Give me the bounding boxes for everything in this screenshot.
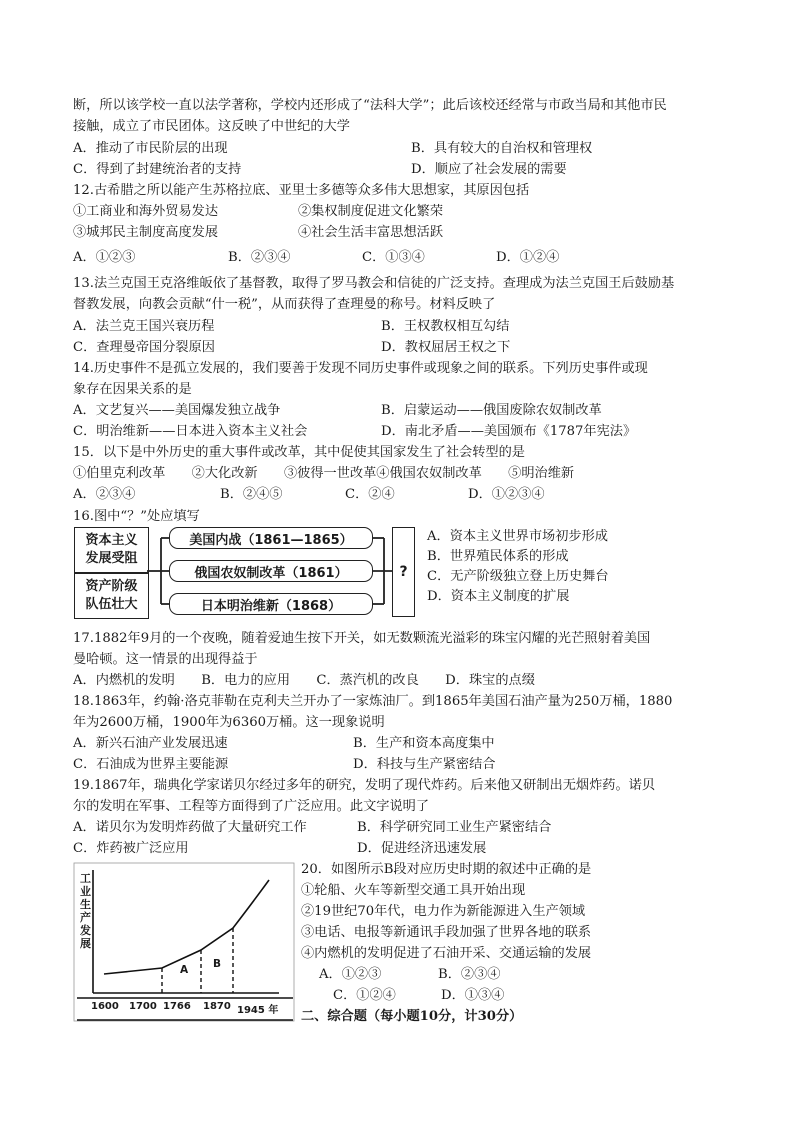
option-c: C．②④ xyxy=(345,487,395,502)
option-c: C．查理曼帝国分裂原因 xyxy=(73,340,215,355)
x-tick-label: 1870 xyxy=(203,1001,231,1012)
diagram-left-bottom-label: 资产阶级队伍壮大 xyxy=(85,579,138,612)
option-d: D．①②③④ xyxy=(468,487,545,502)
q12-item-4: ④社会生活丰富思想活跃 xyxy=(298,225,444,240)
option-a: A．新兴石油产业发展迅速 xyxy=(73,736,228,751)
option-c: C．明治维新——日本进入资本主义社会 xyxy=(73,424,308,439)
option-d: D．科技与生产紧密结合 xyxy=(353,757,496,772)
option-d: D．南北矛盾——美国颁布《1787年宪法》 xyxy=(381,424,637,439)
question-12: 12.古希腊之所以能产生苏格拉底、亚里士多德等众多伟大思想家，其原因包括 xyxy=(73,183,530,198)
q12-item-1: ①工商业和海外贸易发达 xyxy=(73,204,219,219)
x-tick-label: 1766 xyxy=(163,1001,191,1012)
option-d: D．资本主义制度的扩展 xyxy=(427,589,570,604)
x-tick-label: 1600 xyxy=(91,1001,119,1012)
diagram-left-top-label: 资本主义发展受阻 xyxy=(85,533,138,566)
diagram-left-top xyxy=(74,527,149,573)
text-line: 断，所以该学校一直以法学著称，学校内还形成了“法科大学”；此后该校还经常与市政当局和其他市民 xyxy=(73,98,667,113)
text-line: 年为2600万桶，1900年为6360万桶。这一现象说明 xyxy=(73,715,385,730)
q20-item-4: ④内燃机的发明促进了石油开采、交通运输的发展 xyxy=(301,946,592,961)
question-16: 16.图中“？”处应填写 xyxy=(73,509,200,524)
segment-b-label: B xyxy=(213,958,222,970)
text-line: 尔的发明在军事、工程等方面得到了广泛应用。此文字说明了 xyxy=(73,799,430,814)
graph-frame xyxy=(74,863,294,1021)
q12-item-3: ③城邦民主制度高度发展 xyxy=(73,225,219,240)
option-d: D．教权屈居王权之下 xyxy=(381,340,511,355)
option-a: A．诺贝尔为发明炸药做了大量研究工作 xyxy=(73,820,307,835)
diagram-us-civil-war: 美国内战（1861—1865） xyxy=(169,527,373,549)
q20-item-2: ②19世纪70年代，电力作为新能源进入生产领域 xyxy=(301,904,586,919)
segment-a-label: A xyxy=(180,964,189,976)
question-18: 18.1863年，约翰·洛克菲勒在克利夫兰开办了一家炼油厂。到1865年美国石油产量为250万桶，1880 xyxy=(73,694,673,709)
option-a: A．法兰克王国兴衰历程 xyxy=(73,319,215,334)
text-line: 接触，成立了市民团体。这反映了中世纪的大学 xyxy=(73,119,350,134)
diagram-meiji-restoration: 日本明治维新（1868） xyxy=(169,593,373,615)
option-a: A．①②③ xyxy=(73,250,136,265)
graph-ylabel: 工业生产发展 xyxy=(80,872,91,950)
industrial-growth-graph xyxy=(73,862,295,1022)
option-b: B．②④⑤ xyxy=(220,487,283,502)
question-17: 17.1882年9月的一个夜晚，随着爱迪生按下开关，如无数颗流光溢彩的珠宝闪耀的光芒照射着美国 xyxy=(73,631,651,646)
option-b: B．生产和资本高度集中 xyxy=(353,736,495,751)
option-c: C．石油成为世界主要能源 xyxy=(73,757,229,772)
option-c: C．无产阶级独立登上历史舞台 xyxy=(427,569,609,584)
x-tick-label: 1945 年 xyxy=(237,1005,279,1016)
option-a: A．②③④ xyxy=(73,487,136,502)
option-c: C．炸药被广泛应用 xyxy=(73,841,189,856)
diagram-russia-reform: 俄国农奴制改革（1861） xyxy=(169,560,373,582)
x-tick-label: 1700 xyxy=(129,1001,157,1012)
text-line: 象存在因果关系的是 xyxy=(73,382,192,397)
text-line: 督教发展，向教会贡献“什一税”，从而获得了查理曼的称号。材料反映了 xyxy=(73,297,496,312)
option-d: D．①③④ xyxy=(441,988,505,1003)
option-b: B．科学研究同工业生产紧密结合 xyxy=(357,820,552,835)
option-b: B．②③④ xyxy=(228,250,291,265)
option-d: D．顺应了社会发展的需要 xyxy=(411,162,567,177)
q12-item-2: ②集权制度促进文化繁荣 xyxy=(298,204,444,219)
option-b: B．②③④ xyxy=(438,967,501,982)
option-a: A．资本主义世界市场初步形成 xyxy=(427,529,608,544)
option-b: B．世界殖民体系的形成 xyxy=(427,549,569,564)
q20-item-1: ①轮船、火车等新型交通工具开始出现 xyxy=(301,883,526,898)
option-a: A．文艺复兴——美国爆发独立战争 xyxy=(73,403,281,418)
question-20: 20．如图所示B段对应历史时期的叙述中正确的是 xyxy=(301,862,592,877)
option-c: C．①③④ xyxy=(362,250,425,265)
text-line: 曼哈顿。这一情景的出现得益于 xyxy=(73,652,258,667)
q20-item-3: ③电话、电报等新通讯手段加强了世界各地的联系 xyxy=(301,925,592,940)
q15-items: ①伯里克利改革 ②大化改新 ③彼得一世改革④俄国农奴制改革 ⑤明治维新 xyxy=(73,466,575,481)
option-c: C．①②④ xyxy=(333,988,396,1003)
q17-options: A．内燃机的发明 B．电力的应用 C．蒸汽机的改良 D．珠宝的点缀 xyxy=(73,673,535,688)
option-c: C．得到了封建统治者的支持 xyxy=(73,162,242,177)
diagram-left-bottom xyxy=(74,573,149,619)
question-19: 19.1867年，瑞典化学家诺贝尔经过多年的研究，发明了现代炸药。后来他又研制出无烟炸药。诺贝 xyxy=(73,778,656,793)
growth-curve xyxy=(104,880,269,974)
section-2-heading: 二、综合题（每小题10分，计30分） xyxy=(301,1009,523,1024)
option-d: D．促进经济迅速发展 xyxy=(357,841,487,856)
option-b: B．王权教权相互勾结 xyxy=(381,319,510,334)
option-b: B．启蒙运动——俄国废除农奴制改革 xyxy=(381,403,602,418)
option-a: A．推动了市民阶层的出现 xyxy=(73,141,228,156)
option-d: D．①②④ xyxy=(496,250,560,265)
question-15: 15．以下是中外历史的重大事件或改革，其中促使其国家发生了社会转型的是 xyxy=(73,445,525,460)
option-b: B．具有较大的自治权和管理权 xyxy=(411,141,593,156)
option-a: A．①②③ xyxy=(319,967,382,982)
diagram-question-mark: ? xyxy=(392,527,415,617)
question-13: 13.法兰克国王克洛维皈依了基督教，取得了罗马教会和信徒的广泛支持。查理成为法兰克国王后鼓励基 xyxy=(73,276,675,291)
question-14: 14.历史事件不是孤立发展的，我们要善于发现不同历史事件或现象之间的联系。下列历史事件或现 xyxy=(73,361,648,376)
